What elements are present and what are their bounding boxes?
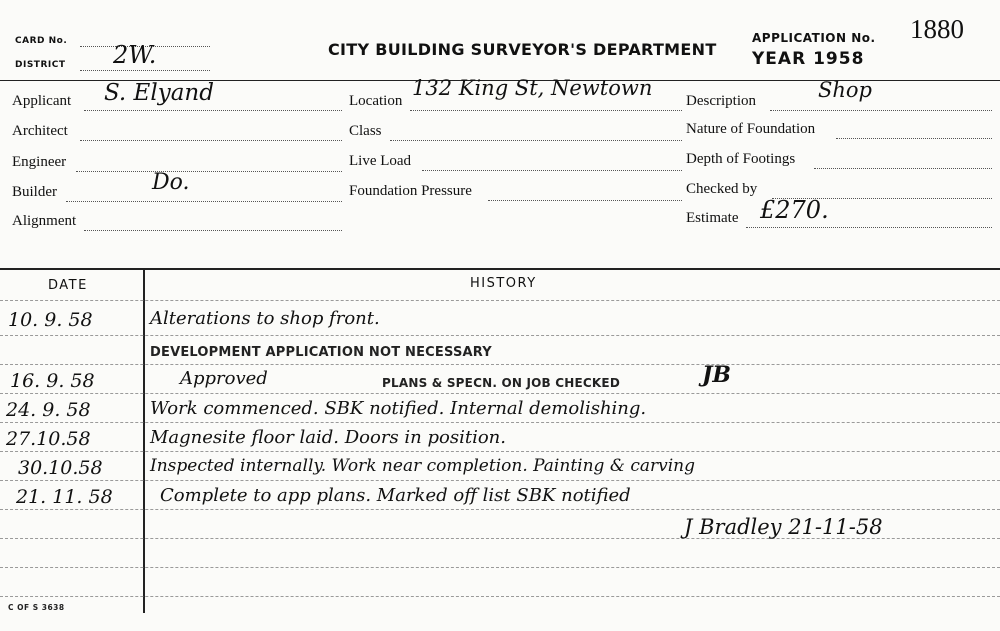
architect-label: Architect xyxy=(12,123,68,139)
builder-value: Do. xyxy=(152,170,190,195)
alignment-line xyxy=(84,230,342,231)
inspector-signature: J Bradley 21-11-58 xyxy=(684,515,883,539)
description-label: Description xyxy=(686,93,756,109)
live-load-label: Live Load xyxy=(349,153,412,169)
row-rule xyxy=(0,596,1000,597)
row-rule xyxy=(0,567,1000,568)
department-title: CITY BUILDING SURVEYOR'S DEPARTMENT xyxy=(328,40,717,59)
nature-of-foundation-line xyxy=(836,138,992,139)
engineer-line xyxy=(76,171,342,172)
history-entry: Complete to app plans. Marked off list SBK notified xyxy=(160,485,631,506)
row-rule xyxy=(0,422,1000,423)
application-no: 1880 xyxy=(910,14,964,44)
history-date: 16. 9. 58 xyxy=(10,370,95,392)
engineer-label: Engineer xyxy=(12,154,67,170)
checked-by-label: Checked by xyxy=(686,181,758,197)
row-rule xyxy=(0,480,1000,481)
card-no-label: CARD No. xyxy=(15,36,68,46)
history-entry: Work commenced. SBK notified. Internal demolishing. xyxy=(150,398,647,419)
checker-initials: JB xyxy=(702,362,732,388)
district-value: 2W. xyxy=(113,41,157,69)
location-label: Location xyxy=(349,93,403,109)
history-date: 24. 9. 58 xyxy=(6,399,91,421)
alignment-label: Alignment xyxy=(12,213,77,229)
history-date: 10. 9. 58 xyxy=(8,309,93,331)
district-label: DISTRICT xyxy=(15,60,66,70)
row-rule xyxy=(0,393,1000,394)
history-entry: Inspected internally. Work near completion. Painting & carving xyxy=(150,456,696,476)
row-rule xyxy=(0,364,1000,365)
nature-of-foundation-label: Nature of Foundation xyxy=(686,121,816,137)
date-column-header: DATE xyxy=(48,278,88,293)
builder-label: Builder xyxy=(12,184,57,200)
district-line xyxy=(80,70,210,71)
class-label: Class xyxy=(349,123,382,139)
description-value: Shop xyxy=(818,78,872,102)
description-line xyxy=(770,110,992,111)
estimate-line xyxy=(746,227,992,228)
applicant-value: S. Elyand xyxy=(104,80,214,106)
depth-of-footings-line xyxy=(814,168,992,169)
class-line xyxy=(390,140,682,141)
plans-checked-stamp: PLANS & SPECN. ON JOB CHECKED xyxy=(382,376,620,390)
history-date: 21. 11. 58 xyxy=(16,486,113,508)
applicant-label: Applicant xyxy=(12,93,72,109)
history-date: 30.10.58 xyxy=(18,457,103,479)
history-header-rule xyxy=(0,300,1000,301)
estimate-value: £270. xyxy=(760,196,829,224)
location-line xyxy=(410,110,682,111)
history-entry: Approved xyxy=(180,368,268,389)
development-application-stamp: DEVELOPMENT APPLICATION NOT NECESSARY xyxy=(150,345,492,360)
applicant-line xyxy=(84,110,342,111)
form-code: C OF S 3638 xyxy=(8,603,65,612)
history-top-rule xyxy=(0,268,1000,270)
history-entry: Magnesite floor laid. Doors in position. xyxy=(150,427,506,448)
live-load-line xyxy=(422,170,682,171)
history-entry: Alterations to shop front. xyxy=(150,308,380,329)
date-column-divider xyxy=(143,268,145,613)
foundation-pressure-line xyxy=(488,200,682,201)
row-rule xyxy=(0,335,1000,336)
builder-line xyxy=(66,201,342,202)
depth-of-footings-label: Depth of Footings xyxy=(686,151,796,167)
estimate-label: Estimate xyxy=(686,210,739,226)
year-label: YEAR 1958 xyxy=(752,49,865,69)
architect-line xyxy=(80,140,342,141)
foundation-pressure-label: Foundation Pressure xyxy=(349,183,472,199)
row-rule xyxy=(0,451,1000,452)
history-date: 27.10.58 xyxy=(6,428,91,450)
location-value: 132 King St, Newtown xyxy=(412,76,653,100)
row-rule xyxy=(0,509,1000,510)
history-column-header: HISTORY xyxy=(470,276,537,291)
application-no-label: APPLICATION No. xyxy=(752,31,876,45)
